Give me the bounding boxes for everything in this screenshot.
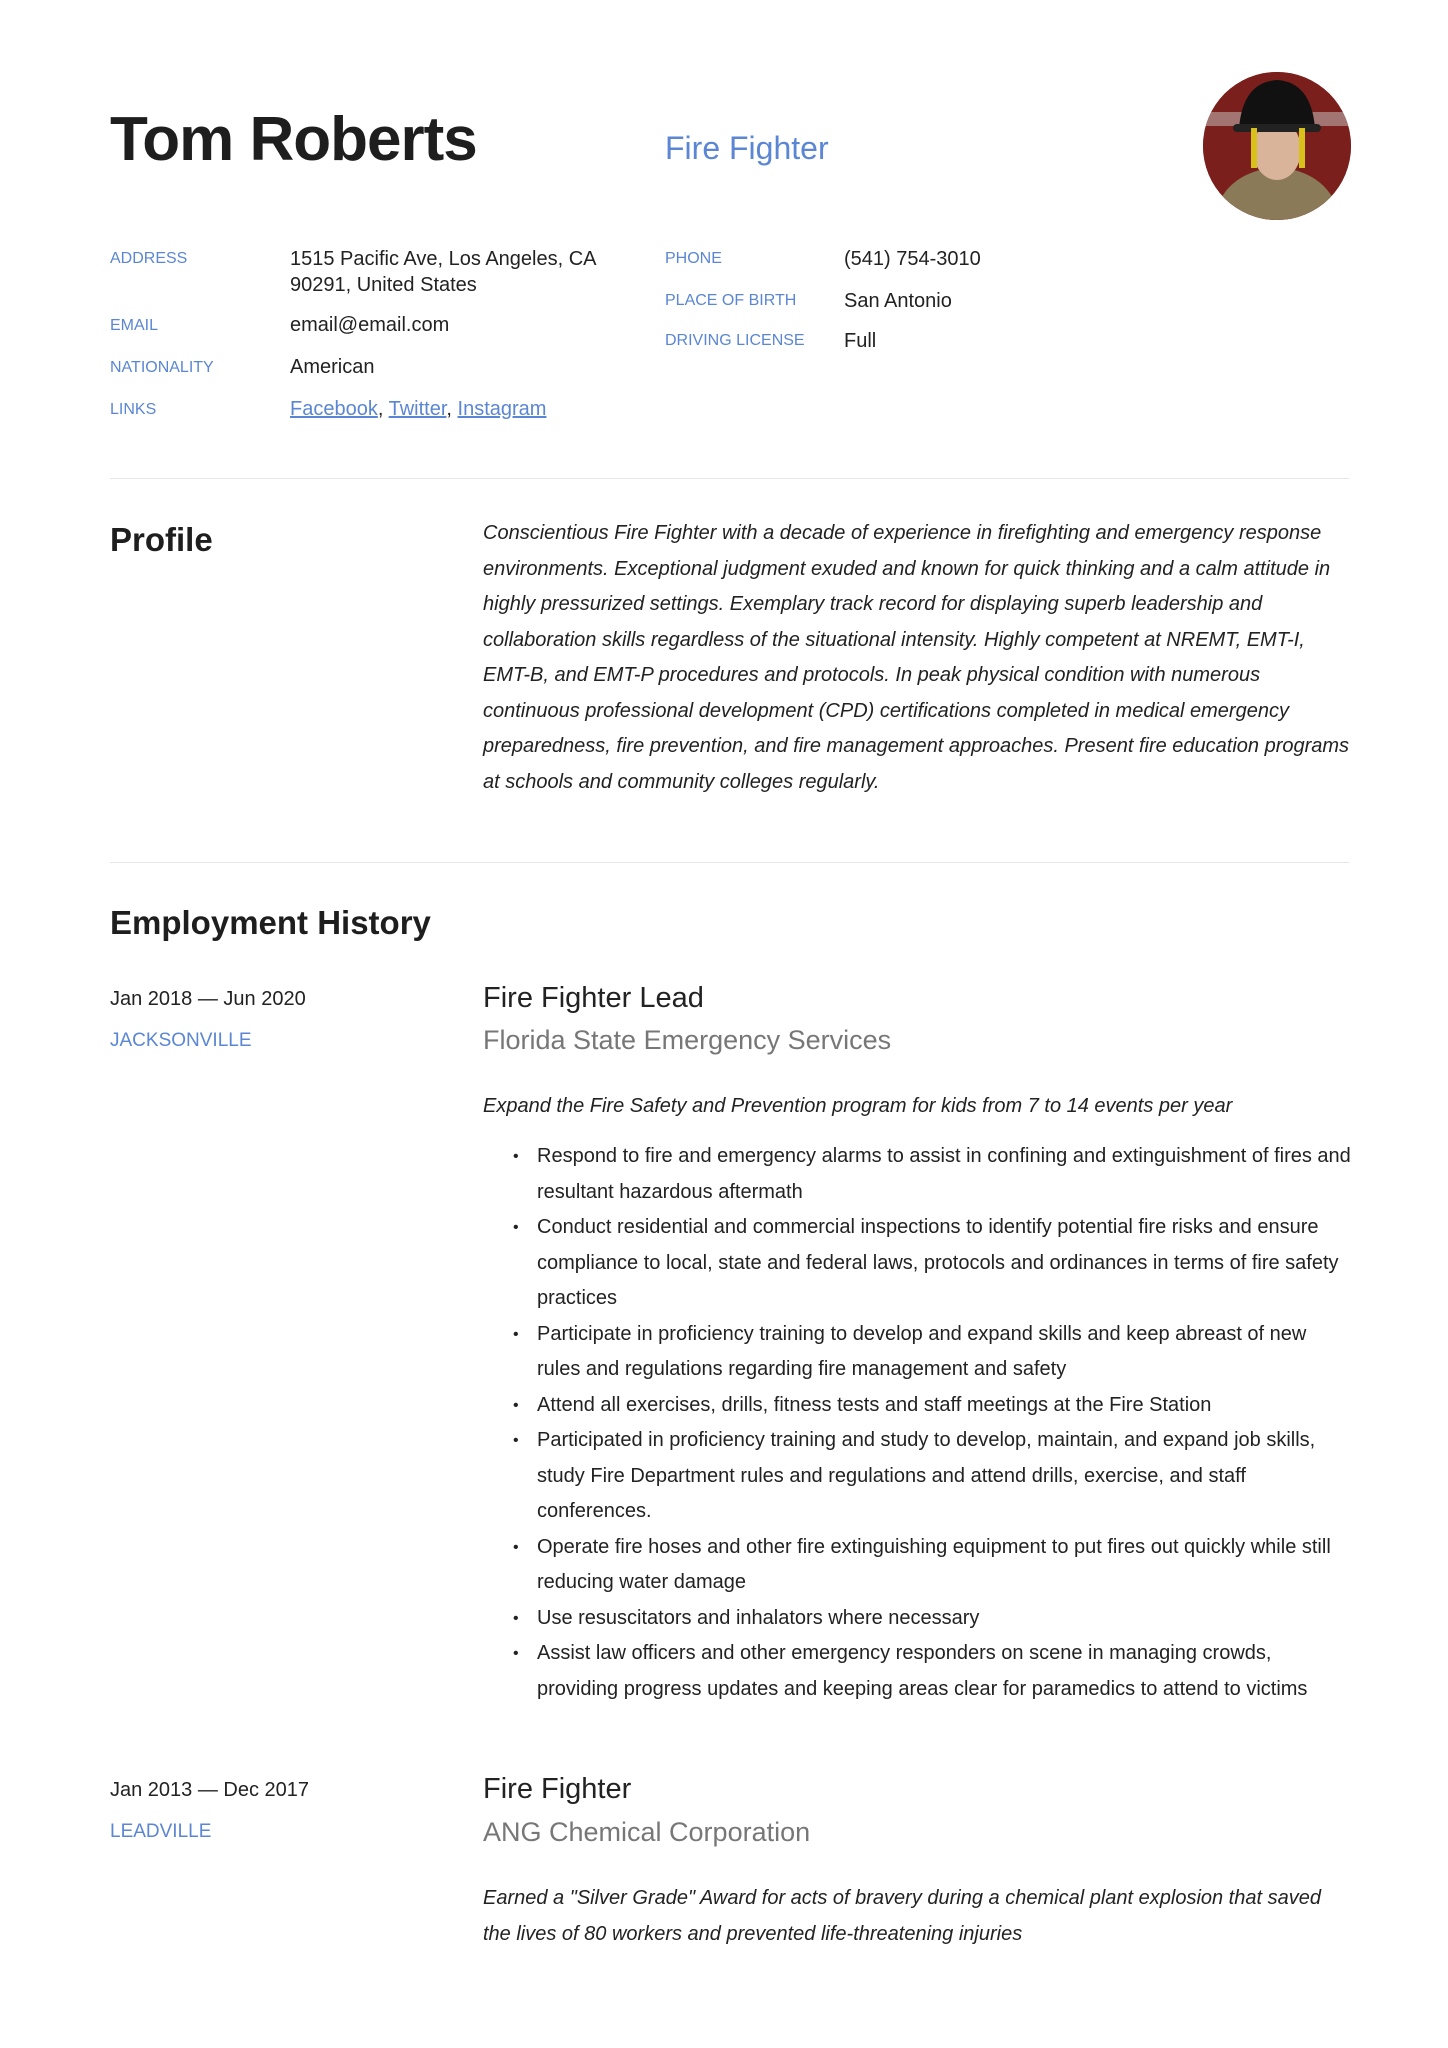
license-label: DRIVING LICENSE [665,332,805,349]
list-item: • Respond to fire and emergency alarms to assist in confining and extinguishment of fires and resultant hazardous aftermath [537,1139,1353,1210]
list-item: • Attend all exercises, drills, fitness tests and staff meetings at the Fire Station [537,1388,1353,1424]
birth-value: San Antonio [844,290,952,312]
job-role: Fire Fighter Lead [483,982,704,1014]
links-value: Facebook, Twitter, Instagram [290,398,547,420]
list-item: • Use resuscitators and inhalators where necessary [537,1601,1353,1637]
birth-label: PLACE OF BIRTH [665,292,797,309]
divider [110,478,1349,479]
list-item: • Operate fire hoses and other fire extinguishing equipment to put fires out quickly while still reducing water damage [537,1530,1353,1601]
facebook-link[interactable]: Facebook [290,398,378,420]
job-dates: Jan 2018 — Jun 2020 [110,988,306,1010]
job-city: LEADVILLE [110,1821,212,1842]
job-company: Florida State Emergency Services [483,1025,892,1055]
profile-heading: Profile [110,521,213,558]
profile-photo [1203,72,1351,220]
job-summary: Earned a "Silver Grade" Award for acts of bravery during a chemical plant explosion that saved the lives of 80 workers and prevented life-threatening injuries [483,1887,1321,1945]
job-company: ANG Chemical Corporation [483,1817,811,1847]
profile-text: Conscientious Fire Fighter with a decade of experience in firefighting and emergency response environments. Exceptional judgment exuded and known for quick thinking and a calm attitude in highly pressurized settings. Exemplary track record for displaying superb leadership and collaboration skills regardless of the situational intensity. Highly competent at NREMT, EMT-I, EMT-B, and EMT-P procedures and protocols. In peak physical condition with numerous continuous professional development (CPD) certifications completed in medical emergency preparedness, fire prevention, and fire management approaches. Present fire education programs at schools and community colleges regularly. [483,522,1350,793]
phone-label: PHONE [665,250,722,267]
address-line-1: 1515 Pacific Ave, Los Angeles, CA [290,248,597,270]
nationality-value: American [290,356,375,378]
email-value: email@email.com [290,314,450,336]
address-label: ADDRESS [110,250,188,267]
address-value [290,246,597,298]
address-line-2: 90291, United States [290,274,477,296]
job-role: Fire Fighter [483,1773,632,1805]
job-summary: Expand the Fire Safety and Prevention program for kids from 7 to 14 events per year [483,1095,1233,1117]
list-item: • Conduct residential and commercial inspections to identify potential fire risks and ensure compliance to local, state and federal laws, protocols and ordinances in terms of fire safety practices [537,1210,1353,1317]
list-item: • Participate in proficiency training to develop and expand skills and keep abreast of new rules and regulations regarding fire management and safety [537,1317,1353,1388]
divider [110,862,1349,863]
job-city: JACKSONVILLE [110,1030,252,1051]
links-label: LINKS [110,401,157,418]
job-dates: Jan 2013 — Dec 2017 [110,1779,310,1801]
license-value: Full [844,330,877,352]
candidate-title: Fire Fighter [665,130,829,166]
email-label: EMAIL [110,317,159,334]
job-bullets [483,1139,1353,1707]
nationality-label: NATIONALITY [110,359,214,376]
twitter-link[interactable]: Twitter [388,398,447,420]
list-item: • Assist law officers and other emergency responders on scene in managing crowds, providing progress updates and keeping areas clear for paramedics to attend to victims [537,1636,1353,1707]
list-item: • Participated in proficiency training and study to develop, maintain, and expand job skills, study Fire Department rules and regulations and attend drills, exercise, and staff conferences. [537,1423,1353,1530]
candidate-name: Tom Roberts [110,105,477,174]
instagram-link[interactable]: Instagram [457,398,547,420]
employment-heading: Employment History [110,904,431,941]
phone-value: (541) 754-3010 [844,248,981,270]
